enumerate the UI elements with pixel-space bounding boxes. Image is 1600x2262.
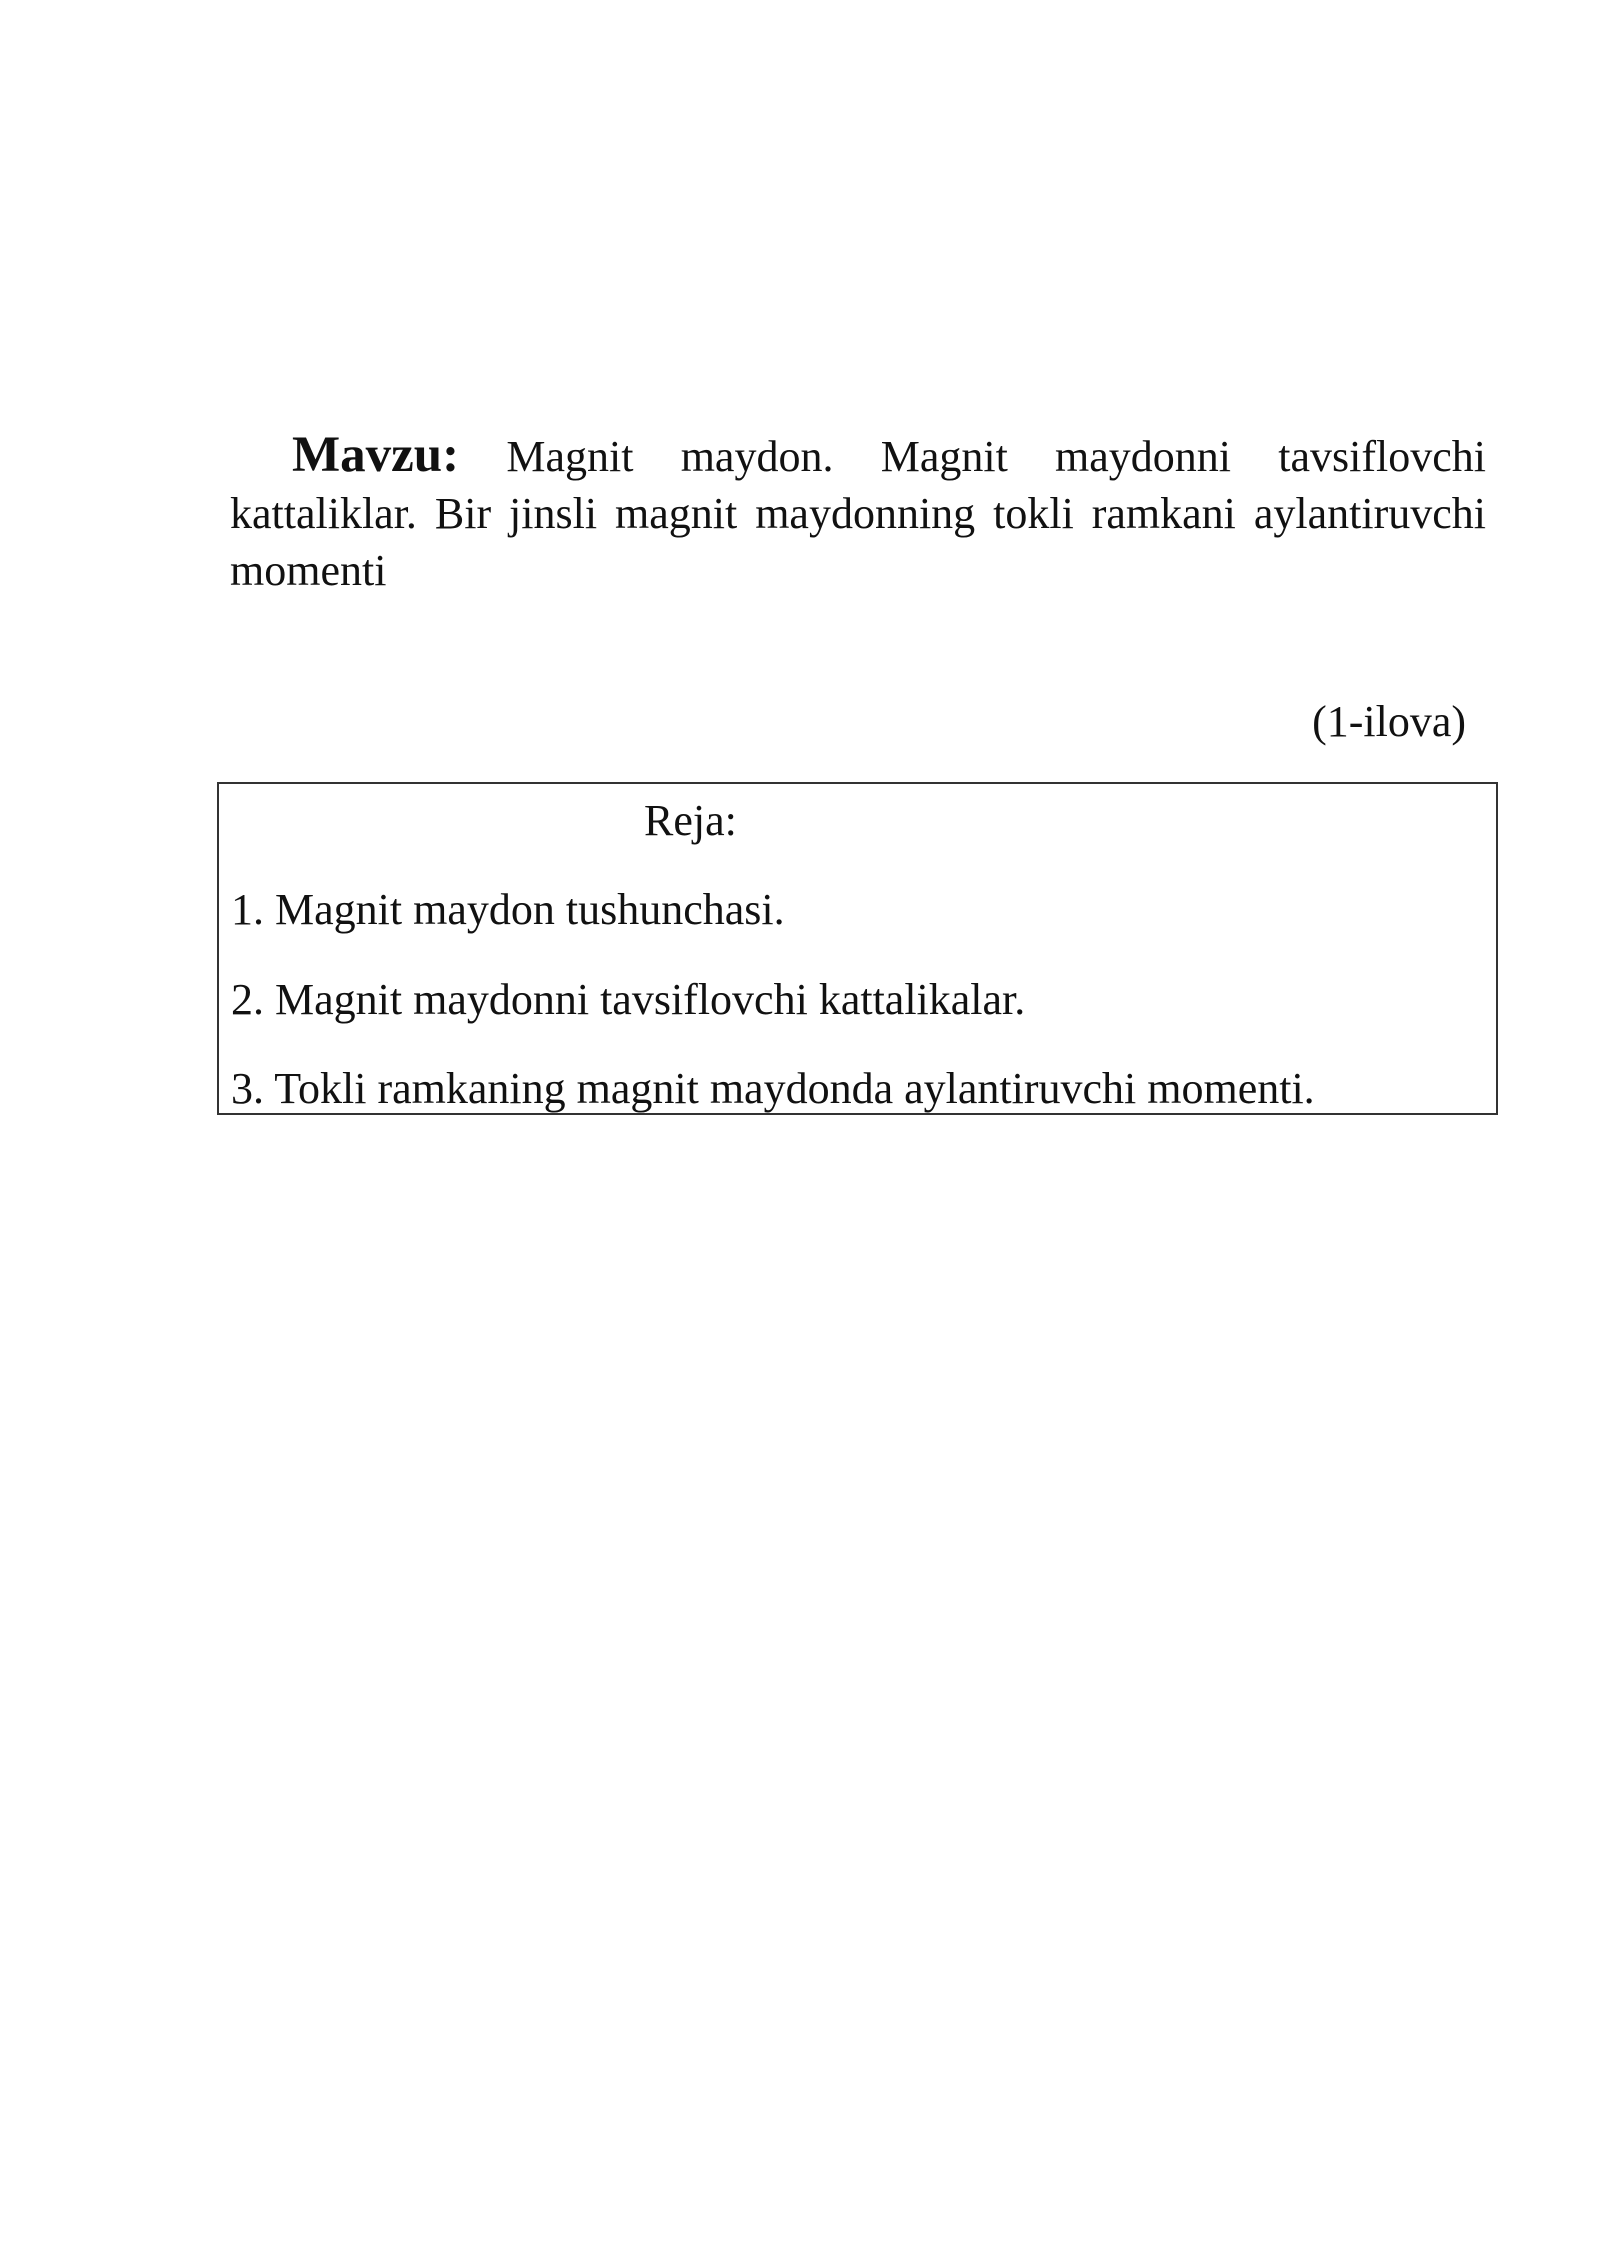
plan-item-2: 2. Magnit maydonni tavsiflovchi kattalikalar. — [231, 975, 1026, 1024]
plan-item-3: 3. Tokli ramkaning magnit maydonda aylantiruvchi momenti. — [231, 1064, 1315, 1113]
plan-title: Reja: — [644, 796, 737, 845]
topic-label: Mavzu: — [292, 427, 460, 483]
appendix-label: (1-ilova) — [1312, 697, 1466, 746]
plan-box — [217, 782, 1498, 1115]
plan-item-1: 1. Magnit maydon tushunchasi. — [231, 885, 785, 934]
topic-text: Magnit maydon. Magnit maydonni tavsiflovchi kattaliklar. Bir jinsli magnit maydonning tokli ramkani aylantiruvchi momenti — [230, 432, 1486, 595]
topic-paragraph — [230, 427, 1486, 599]
